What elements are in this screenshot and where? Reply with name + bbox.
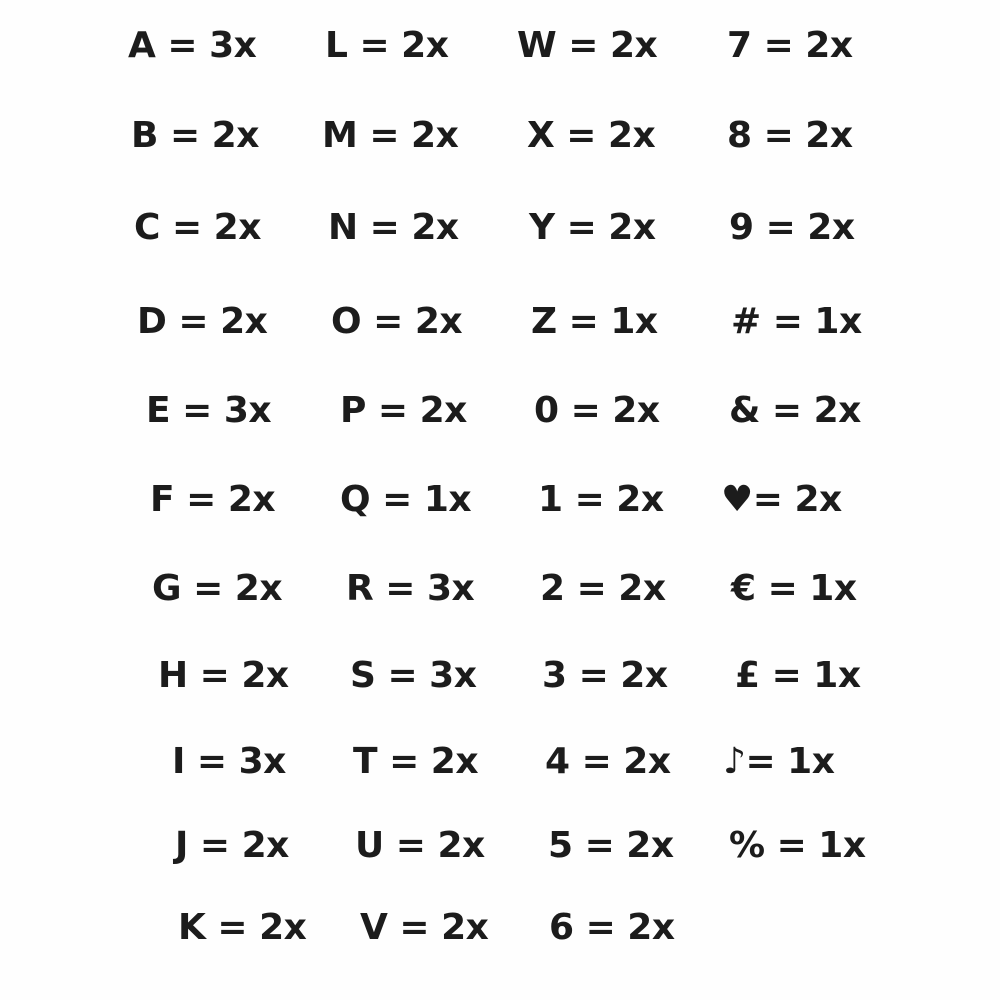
entry-ampersand: & = 2x (729, 390, 861, 431)
entry-t: T = 2x (353, 741, 479, 782)
entry-digit-8: 8 = 2x (727, 115, 853, 156)
entry-j: J = 2x (175, 825, 289, 866)
entry-k: K = 2x (178, 907, 307, 948)
entry-digit-3: 3 = 2x (542, 655, 668, 696)
entry-z: Z = 1x (531, 301, 658, 342)
entry-r: R = 3x (346, 568, 475, 609)
entry-digit-5: 5 = 2x (548, 825, 674, 866)
entry-p: P = 2x (340, 390, 467, 431)
entry-f: F = 2x (150, 479, 276, 520)
entry-digit-0: 0 = 2x (534, 390, 660, 431)
entry-s: S = 3x (350, 655, 477, 696)
entry-l: L = 2x (325, 25, 449, 66)
entry-heart: ♥= 2x (721, 479, 842, 520)
entry-pound: £ = 1x (735, 655, 861, 696)
entry-h: H = 2x (158, 655, 289, 696)
entry-hash: # = 1x (731, 301, 862, 342)
entry-a: A = 3x (128, 25, 257, 66)
entry-digit-9: 9 = 2x (729, 207, 855, 248)
entry-digit-4: 4 = 2x (545, 741, 671, 782)
entry-o: O = 2x (331, 301, 463, 342)
entry-w: W = 2x (517, 25, 658, 66)
entry-digit-2: 2 = 2x (540, 568, 666, 609)
entry-digit-1: 1 = 2x (538, 479, 664, 520)
entry-digit-6: 6 = 2x (549, 907, 675, 948)
entry-q: Q = 1x (340, 479, 472, 520)
entry-u: U = 2x (355, 825, 485, 866)
entry-i: I = 3x (172, 741, 286, 782)
entry-e: E = 3x (146, 390, 272, 431)
entry-y: Y = 2x (529, 207, 656, 248)
entry-v: V = 2x (360, 907, 489, 948)
entry-x: X = 2x (527, 115, 656, 156)
entry-euro: € = 1x (731, 568, 857, 609)
entry-percent: % = 1x (729, 825, 866, 866)
entry-g: G = 2x (152, 568, 283, 609)
entry-m: M = 2x (322, 115, 459, 156)
entry-digit-7: 7 = 2x (727, 25, 853, 66)
entry-n: N = 2x (328, 207, 459, 248)
entry-c: C = 2x (134, 207, 261, 248)
entry-music-note: ♪= 1x (723, 741, 835, 782)
entry-b: B = 2x (131, 115, 259, 156)
entry-d: D = 2x (137, 301, 268, 342)
